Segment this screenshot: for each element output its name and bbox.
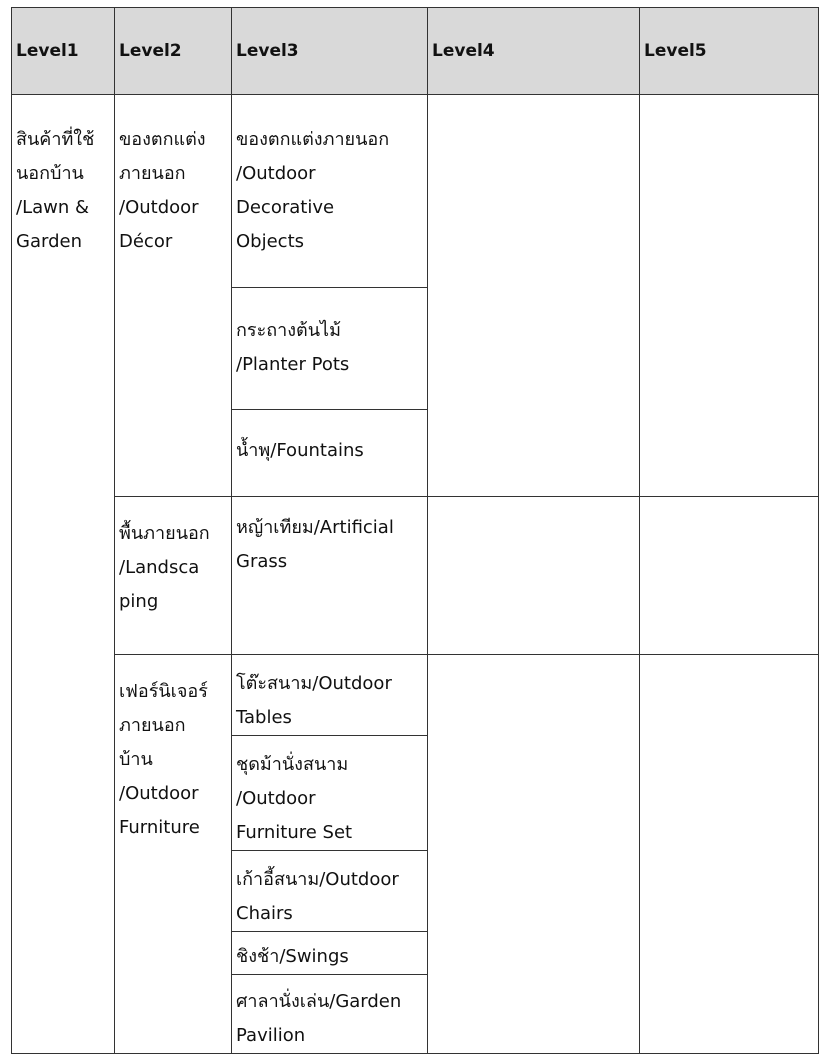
level3-label: หญ้าเทียม/Artificial Grass bbox=[236, 517, 394, 572]
level4-cell bbox=[428, 655, 640, 1054]
level5-cell bbox=[640, 95, 819, 497]
header-level4: Level4 bbox=[428, 8, 640, 95]
level3-label: ชิงช้า/Swings bbox=[236, 946, 349, 967]
level3-label: โต๊ะสนาม/Outdoor Tables bbox=[236, 673, 392, 728]
header-level1: Level1 bbox=[12, 8, 115, 95]
header-level3: Level3 bbox=[232, 8, 428, 95]
level3-cell bbox=[232, 851, 428, 932]
level5-cell bbox=[640, 655, 819, 1054]
table-row bbox=[12, 497, 819, 655]
level3-cell bbox=[232, 288, 428, 410]
level3-cell bbox=[232, 736, 428, 851]
header-level5: Level5 bbox=[640, 8, 819, 95]
level2-cell bbox=[115, 95, 232, 497]
level3-label: เก้าอี้สนาม/Outdoor Chairs bbox=[236, 869, 399, 924]
level3-cell bbox=[232, 95, 428, 288]
table-row bbox=[12, 655, 819, 736]
level2-label: พื้นภายนอก /Landsca ping bbox=[119, 523, 210, 612]
level3-label: ชุดม้านั่งสนาม /Outdoor Furniture Set bbox=[236, 754, 353, 843]
level2-cell bbox=[115, 655, 232, 1054]
header-row bbox=[12, 8, 819, 95]
level3-label: กระถางต้นไม้ /Planter Pots bbox=[236, 320, 350, 375]
level3-label: ศาลานั่งเล่น/Garden Pavilion bbox=[236, 991, 402, 1046]
level3-label: ของตกแต่งภายนอก /Outdoor Decorative Objects bbox=[236, 129, 390, 252]
category-table bbox=[11, 7, 819, 1054]
level4-cell bbox=[428, 95, 640, 497]
level4-cell bbox=[428, 497, 640, 655]
level3-cell bbox=[232, 497, 428, 655]
level1-cell bbox=[12, 95, 115, 1054]
level3-label: น้ำพุ/Fountains bbox=[236, 440, 364, 461]
level3-cell bbox=[232, 410, 428, 497]
table-row bbox=[12, 95, 819, 288]
level5-cell bbox=[640, 497, 819, 655]
level2-label: เฟอร์นิเจอร์ ภายนอก บ้าน /Outdoor Furniture bbox=[119, 681, 208, 838]
level3-cell bbox=[232, 975, 428, 1054]
level1-label: สินค้าที่ใช้ นอกบ้าน /Lawn & Garden bbox=[16, 129, 95, 252]
level2-label: ของตกแต่ง ภายนอก /Outdoor Décor bbox=[119, 129, 206, 252]
level3-cell bbox=[232, 932, 428, 975]
level3-cell bbox=[232, 655, 428, 736]
level2-cell bbox=[115, 497, 232, 655]
header-level2: Level2 bbox=[115, 8, 232, 95]
